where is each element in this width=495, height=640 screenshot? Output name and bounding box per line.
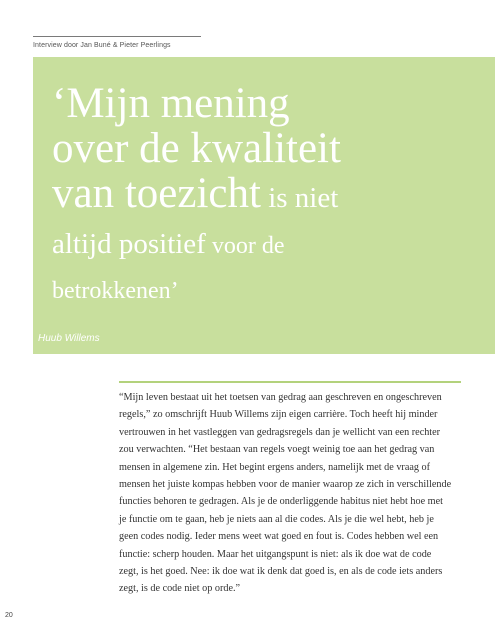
quote-line: mensen het juiste kompas hebben voor de manier waarop ze zich in verschillende: [119, 479, 452, 491]
page-number: 20: [5, 612, 13, 619]
headline-line-3-rest: is niet: [260, 182, 339, 214]
headline-line-4-b: voor de: [205, 233, 285, 259]
author-name: Huub Willems: [38, 333, 100, 344]
quote-line: “Mijn leven bestaat uit het toetsen van gedrag aan geschreven en ongeschreven: [119, 392, 442, 403]
quote-line: regels,” zo omschrijft Huub Willems zijn eigen carrière. Toch heeft hij minder: [119, 409, 438, 421]
quote-line: zegt, is het goed. Nee: ik doe wat ik denk dat goed is, en als de code iets anders: [119, 566, 443, 578]
headline-line-4-a: altijd positief: [52, 228, 206, 260]
headline-line-4: [52, 221, 482, 269]
byline: Interview door Jan Buné & Pieter Peerlings: [33, 42, 171, 49]
quote-line: functie: scherp houden. Maar het uitgangspunt is niet: als ik doe wat de code: [119, 548, 432, 560]
headline-line-3-big: van toezicht: [52, 170, 261, 217]
intro-quote: [119, 389, 464, 598]
quote-line: zegt, is de code niet op orde.”: [119, 583, 241, 595]
headline-line-3: [52, 171, 482, 221]
quote-line: vertrouwen in het vastleggen van gedragsregels dan je wellicht van een rechter: [119, 426, 441, 438]
headline-line-1: ‘Mijn mening: [52, 80, 290, 127]
top-rule: [33, 36, 201, 37]
headline: [52, 81, 482, 313]
headline-line-5: betrokkenen’: [52, 278, 179, 304]
quote-rule: [119, 381, 461, 383]
quote-line: zou verwachten. “Het bestaan van regels voegt weinig toe aan het gedrag van: [119, 444, 435, 456]
quote-line: functies behoren te gedragen. Als je de onderliggende habitus niet hebt hoe met: [119, 496, 443, 508]
quote-line: geen codes nodig. Ieder mens weet wat goed en fout is. Codes hebben wel een: [119, 531, 439, 543]
quote-line: mensen in algemene zin. Het begint ergens anders, namelijk met de vraag of: [119, 461, 430, 473]
quote-line: je functie om te gaan, heb je niets aan al die codes. Als je die wel hebt, heb je: [119, 513, 434, 525]
headline-line-2: over de kwaliteit: [52, 125, 341, 172]
